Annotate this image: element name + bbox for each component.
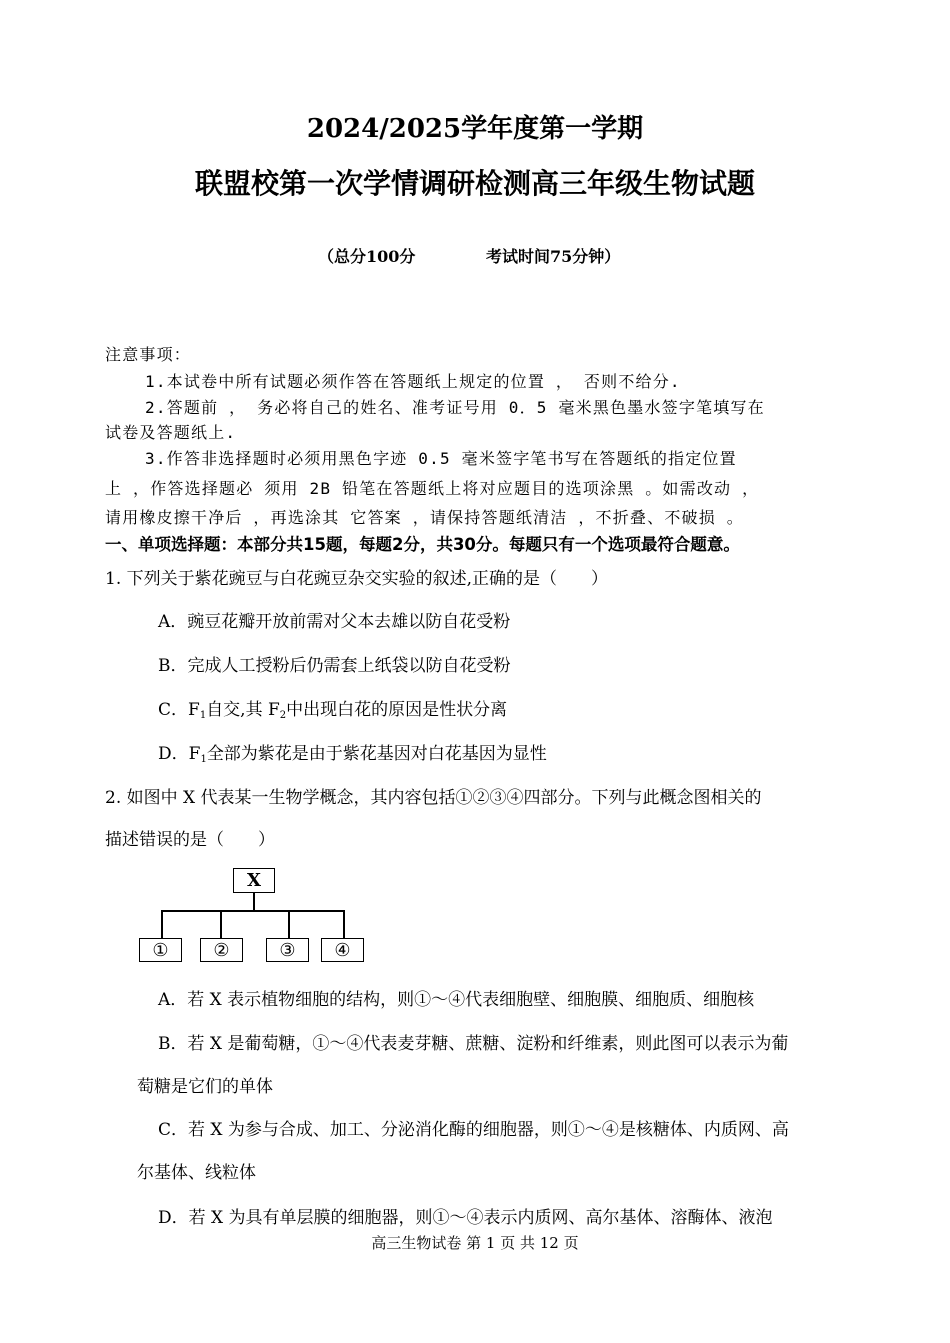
exam-title-line1: 2024/2025学年度第一学期: [306, 114, 644, 144]
question-2-option-a: A．若 X 表示植物细胞的结构，则①～④代表细胞壁、细胞膜、细胞质、细胞核: [158, 990, 755, 1010]
diagram-connector: [161, 910, 163, 938]
notes-heading: 注意事项：: [105, 345, 192, 364]
question-1-stem: 1. 下列关于紫花豌豆与白花豌豆杂交实验的叙述,正确的是（ ）: [105, 569, 609, 589]
question-1-option-c: C．$F_1$自交,其 $F_2$中出现白花的原因是性状分离: [158, 700, 508, 721]
question-1-option-a: A．豌豆花瓣开放前需对父本去雄以防自花受粉: [158, 612, 511, 632]
diagram-connector: [288, 910, 290, 938]
question-2-option-c-cont: 尔基体、线粒体: [137, 1163, 256, 1183]
notes-item-3: 3.作答非选择题时必须用黑色字迹 0.5 毫米签字笔书写在答题纸的指定位置: [145, 449, 737, 468]
notes-item-2: 2.答题前 ， 务必将自己的姓名、准考证号用 0．5 毫米黑色墨水签字笔填写在: [145, 398, 765, 417]
question-2-stem: 2. 如图中 X 代表某一生物学概念，其内容包括①②③④四部分。下列与此概念图相关的: [105, 788, 762, 808]
diagram-connector: [343, 910, 345, 938]
exam-time: 考试时间75分钟）: [486, 247, 621, 266]
total-score: （总分100分: [318, 247, 416, 266]
diagram-child-box: ②: [200, 938, 243, 962]
question-2-option-b: B．若 X 是葡萄糖，①～④代表麦芽糖、蔗糖、淀粉和纤维素，则此图可以表示为葡: [158, 1034, 789, 1054]
exam-title-line2: 联盟校第一次学情调研检测高三年级生物试题: [194, 167, 755, 200]
diagram-child-box: ④: [321, 938, 364, 962]
diagram-connector: [253, 893, 255, 911]
question-2-option-c: C．若 X 为参与合成、加工、分泌消化酶的细胞器，则①～④是核糖体、内质网、高: [158, 1120, 789, 1140]
question-2-stem-cont: 描述错误的是（ ）: [105, 830, 275, 850]
page-footer: 高三生物试卷 第 1 页 共 12 页: [371, 1234, 579, 1252]
notes-item-3-cont1: 上 ，作答选择题必 须用 2B 铅笔在答题纸上将对应题目的选项涂黑 。如需改动 ，: [105, 479, 760, 498]
diagram-root-box: X: [233, 868, 275, 893]
notes-item-1: 1.本试卷中所有试题必须作答在答题纸上规定的位置 ， 否则不给分.: [145, 372, 681, 391]
section-heading: 一、单项选择题：本部分共15题，每题2分，共30分。每题只有一个选项最符合题意。: [105, 535, 740, 554]
diagram-connector: [161, 910, 344, 912]
notes-item-2-cont: 试卷及答题纸上.: [105, 423, 237, 442]
diagram-child-box: ①: [139, 938, 182, 962]
diagram-connector: [220, 910, 222, 938]
question-1-option-b: B．完成人工授粉后仍需套上纸袋以防自花受粉: [158, 656, 511, 676]
diagram-child-box: ③: [266, 938, 309, 962]
notes-item-3-cont2: 请用橡皮擦干净后 ，再选涂其 它答案 ，请保持答题纸清洁 ，不折叠、不破损 。: [105, 508, 744, 527]
question-1-option-d: D．$F_1$全部为紫花是由于紫花基因对白花基因为显性: [158, 744, 547, 765]
question-2-option-b-cont: 萄糖是它们的单体: [137, 1077, 273, 1097]
question-2-option-d: D．若 X 为具有单层膜的细胞器，则①～④表示内质网、高尔基体、溶酶体、液泡: [158, 1208, 773, 1228]
